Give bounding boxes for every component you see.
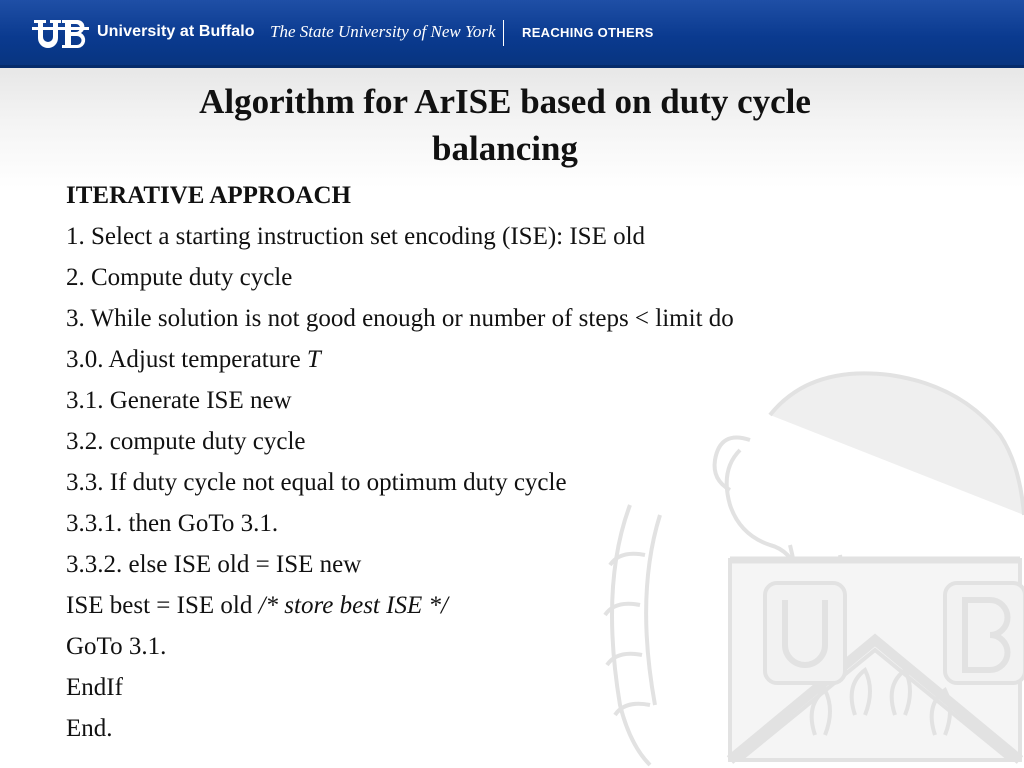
algorithm-step: 3.2. compute duty cycle	[66, 428, 306, 455]
header-divider	[503, 20, 504, 46]
algorithm-step: EndIf	[66, 674, 123, 701]
algorithm-step: End.	[66, 715, 113, 742]
algorithm-step: 3.3. If duty cycle not equal to optimum duty cycle	[66, 469, 567, 496]
algorithm-step	[66, 339, 966, 380]
slide-title: Algorithm for ArISE based on duty cycle balancing	[199, 82, 811, 168]
algorithm-step: 3.1. Generate ISE new	[66, 387, 292, 414]
algorithm-step: 2. Compute duty cycle	[66, 264, 293, 291]
algorithm-step: 1. Select a starting instruction set encoding (ISE): ISE old	[66, 223, 646, 250]
code-comment: /* store best ISE */	[258, 592, 448, 619]
algorithm-step: GoTo 3.1.	[66, 633, 167, 660]
slide-body	[66, 175, 966, 749]
algorithm-step: 3.3.1. then GoTo 3.1.	[66, 510, 279, 537]
ub-logo-icon	[32, 16, 90, 52]
step-text: 3.0. Adjust temperature	[66, 346, 307, 373]
section-heading: ITERATIVE APPROACH	[66, 182, 351, 209]
university-name: University at Buffalo	[97, 23, 255, 40]
header-bar	[0, 0, 1024, 68]
algorithm-step: 3.3.2. else ISE old = ISE new	[66, 551, 362, 578]
step-text: ISE best = ISE old	[66, 592, 259, 619]
algorithm-step	[66, 585, 966, 626]
temperature-symbol: T	[306, 346, 321, 373]
university-tagline: The State University of New York	[270, 22, 496, 41]
algorithm-step: 3. While solution is not good enough or number of steps < limit do	[66, 305, 734, 332]
university-motto: REACHING OTHERS	[522, 25, 654, 40]
